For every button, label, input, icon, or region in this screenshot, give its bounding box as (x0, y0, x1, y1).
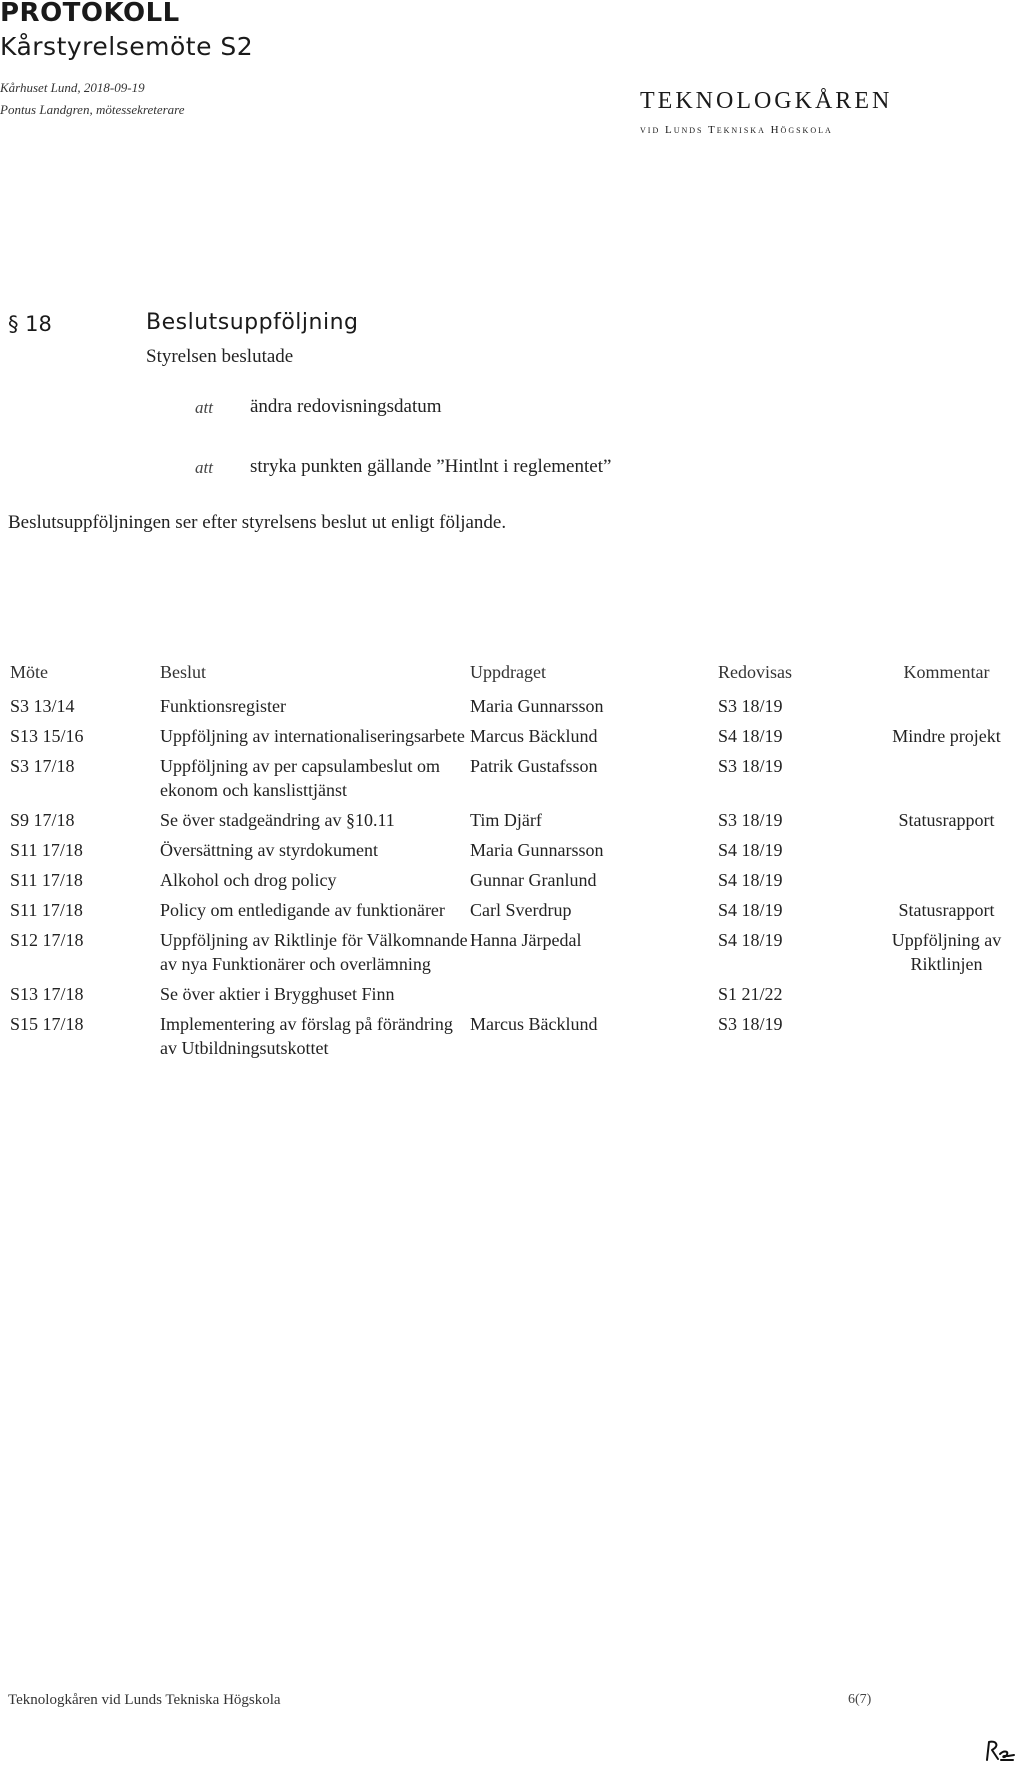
cell-kommentar (878, 1012, 1015, 1066)
cell-mote: S13 17/18 (10, 984, 84, 1004)
cell-kommentar: Uppföljning av Riktlinjen (891, 930, 1002, 974)
decision-intro: Styrelsen beslutade (146, 346, 294, 367)
att-label: att (195, 458, 213, 477)
meeting-title: Kårstyrelsemöte S2 (0, 32, 254, 61)
table-row (10, 808, 1015, 838)
cell-uppdraget: Carl Sverdrup (470, 900, 572, 920)
table-row (10, 724, 1015, 754)
cell-uppdraget: Maria Gunnarsson (470, 840, 604, 860)
cell-beslut: Uppföljning av Riktlinje för Välkomnande av nya Funktionärer och overlämning (160, 930, 468, 974)
cell-kommentar: Statusrapport (898, 810, 995, 830)
cell-mote: S13 15/16 (10, 726, 84, 746)
cell-mote: S3 17/18 (10, 756, 75, 776)
table-header-row (10, 660, 1015, 694)
cell-redovisas: S1 21/22 (718, 984, 783, 1004)
column-header-redovisas: Redovisas (718, 662, 792, 682)
decision-followup-table (10, 660, 1015, 1066)
column-header-beslut: Beslut (160, 662, 207, 682)
document-type: PROTOKOLL (0, 0, 180, 28)
cell-uppdraget: Hanna Järpedal (470, 930, 582, 950)
cell-kommentar (878, 838, 1015, 868)
cell-redovisas: S4 18/19 (718, 726, 783, 746)
table-row (10, 694, 1015, 724)
cell-kommentar (878, 982, 1015, 1012)
cell-redovisas: S4 18/19 (718, 840, 783, 860)
cell-uppdraget: Maria Gunnarsson (470, 696, 604, 716)
table-row (10, 928, 1015, 982)
organization-subtitle: vid Lunds Tekniska Högskola (640, 124, 833, 136)
cell-redovisas: S4 18/19 (718, 870, 783, 890)
cell-mote: S9 17/18 (10, 810, 75, 830)
cell-mote: S11 17/18 (10, 840, 83, 860)
cell-kommentar (878, 868, 1015, 898)
footer-organization: Teknologkåren vid Lunds Tekniska Högskola (8, 1692, 281, 1708)
table-row (10, 898, 1015, 928)
cell-uppdraget: Patrik Gustafsson (470, 756, 598, 776)
meeting-location-date: Kårhuset Lund, 2018-09-19 (0, 80, 145, 95)
cell-uppdraget (470, 982, 718, 1012)
att-item-text: ändra redovisningsdatum (250, 396, 442, 417)
followup-intro: Beslutsuppföljningen ser efter styrelsens beslut ut enligt följande. (8, 512, 507, 533)
cell-beslut: Se över stadgeändring av §10.11 (160, 810, 395, 830)
cell-beslut: Översättning av styrdokument (160, 840, 378, 860)
cell-kommentar: Mindre projekt (892, 726, 1001, 746)
cell-uppdraget: Marcus Bäcklund (470, 1014, 598, 1034)
cell-beslut: Uppföljning av internationaliseringsarbete (160, 726, 465, 746)
cell-mote: S11 17/18 (10, 870, 83, 890)
table-row (10, 754, 1015, 808)
cell-mote: S12 17/18 (10, 930, 84, 950)
section-title: Beslutsuppföljning (146, 310, 359, 335)
cell-beslut: Alkohol och drog policy (160, 870, 337, 890)
cell-beslut: Policy om entledigande av funktionärer (160, 900, 445, 920)
table-row (10, 838, 1015, 868)
cell-redovisas: S3 18/19 (718, 756, 783, 776)
cell-kommentar (878, 694, 1015, 724)
cell-redovisas: S3 18/19 (718, 1014, 783, 1034)
cell-mote: S11 17/18 (10, 900, 83, 920)
column-header-mote: Möte (10, 662, 48, 682)
initials-signature (984, 1738, 1016, 1768)
att-item-text: stryka punkten gällande ”Hintlnt i reglementet” (250, 456, 612, 477)
table-row (10, 982, 1015, 1012)
cell-uppdraget: Tim Djärf (470, 810, 542, 830)
table-row (10, 1012, 1015, 1066)
cell-beslut: Implementering av förslag på förändring av Utbildningsutskottet (160, 1014, 453, 1058)
table-row (10, 868, 1015, 898)
cell-kommentar (878, 754, 1015, 808)
cell-redovisas: S4 18/19 (718, 900, 783, 920)
meeting-secretary: Pontus Landgren, mötessekreterare (0, 102, 185, 117)
cell-redovisas: S4 18/19 (718, 930, 783, 950)
organization-name: TEKNOLOGKÅREN (640, 88, 893, 114)
cell-uppdraget: Marcus Bäcklund (470, 726, 598, 746)
cell-mote: S15 17/18 (10, 1014, 84, 1034)
column-header-uppdraget: Uppdraget (470, 662, 546, 682)
cell-uppdraget: Gunnar Granlund (470, 870, 597, 890)
column-header-kommentar: Kommentar (903, 662, 990, 682)
cell-redovisas: S3 18/19 (718, 810, 783, 830)
cell-redovisas: S3 18/19 (718, 696, 783, 716)
page-number: 6(7) (848, 1692, 872, 1707)
cell-beslut: Funktionsregister (160, 696, 286, 716)
cell-kommentar: Statusrapport (898, 900, 995, 920)
section-number: § 18 (8, 312, 52, 336)
cell-mote: S3 13/14 (10, 696, 75, 716)
cell-beslut: Se över aktier i Brygghuset Finn (160, 984, 395, 1004)
att-label: att (195, 398, 213, 417)
cell-beslut: Uppföljning av per capsulambeslut om ekonom och kanslisttjänst (160, 756, 440, 800)
